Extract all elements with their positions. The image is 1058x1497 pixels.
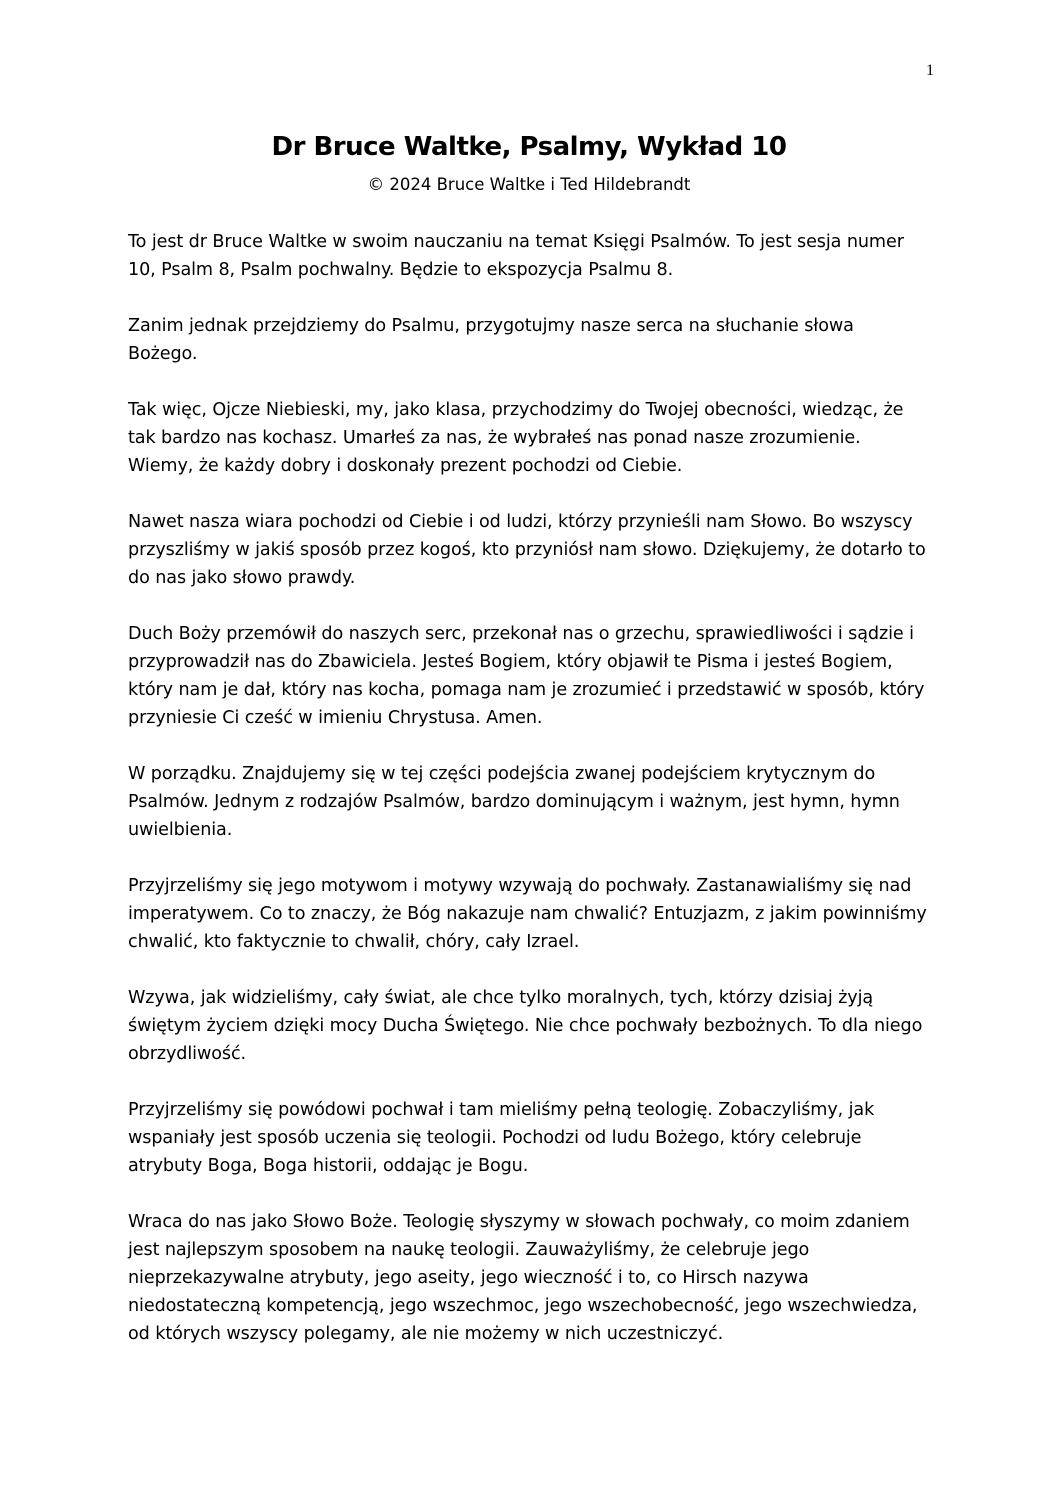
- paragraph: Tak więc, Ojcze Niebieski, my, jako klasa, przychodzimy do Twojej obecności, wiedząc, że tak bardzo nas kochasz. Umarłeś za nas, że wybrałeś nas ponad nasze zrozumienie. Wiemy, że każdy dobry i doskonały prezent pochodzi od Ciebie.: [128, 400, 904, 476]
- paragraph: Wzywa, jak widzieliśmy, cały świat, ale chce tylko moralnych, tych, którzy dzisiaj żyją świętym życiem dzięki mocy Ducha Świętego. Nie chce pochwały bezbożnych. To dla niego obrzydliwość.: [128, 988, 923, 1064]
- document-body: [128, 228, 928, 1376]
- paragraph: Przyjrzeliśmy się powódowi pochwał i tam mieliśmy pełną teologię. Zobaczyliśmy, jak wspaniały jest sposób uczenia się teologii. Pochodzi od ludu Bożego, który celebruje atrybuty Boga, Boga historii, oddając je Bogu.: [128, 1100, 875, 1176]
- paragraph: To jest dr Bruce Waltke w swoim nauczaniu na temat Księgi Psalmów. To jest sesja numer 10, Psalm 8, Psalm pochwalny. Będzie to ekspozycja Psalmu 8.: [128, 232, 904, 280]
- paragraph: Nawet nasza wiara pochodzi od Ciebie i od ludzi, którzy przynieśli nam Słowo. Bo wszyscy przyszliśmy w jakiś sposób przez kogoś, kto przyniósł nam słowo. Dziękujemy, że dotarło to do nas jako słowo prawdy.: [128, 512, 926, 588]
- paragraph: W porządku. Znajdujemy się w tej części podejścia zwanej podejściem krytycznym do Psalmów. Jednym z rodzajów Psalmów, bardzo dominującym i ważnym, jest hymn, hymn uwielbienia.: [128, 764, 900, 840]
- paragraph: Zanim jednak przejdziemy do Psalmu, przygotujmy nasze serca na słuchanie słowa Bożego.: [128, 316, 854, 364]
- page-number: 1: [926, 62, 934, 79]
- page-title: Dr Bruce Waltke, Psalmy, Wykład 10: [271, 132, 787, 162]
- paragraph: Duch Boży przemówił do naszych serc, przekonał nas o grzechu, sprawiedliwości i sądzie i przyprowadził nas do Zbawiciela. Jesteś Bogiem, który objawił te Pisma i jesteś Bogiem, który nam je dał, który nas kocha, pomaga nam je zrozumieć i przedstawić w sposób, który przyniesie Ci cześć w imieniu Chrystusa. Amen.: [128, 624, 925, 728]
- paragraph: Przyjrzeliśmy się jego motywom i motywy wzywają do pochwały. Zastanawialiśmy się nad imperatywem. Co to znaczy, że Bóg nakazuje nam chwalić? Entuzjazm, z jakim powinniśmy chwalić, kto faktycznie to chwalił, chóry, cały Izrael.: [128, 876, 927, 952]
- paragraph: Wraca do nas jako Słowo Boże. Teologię słyszymy w słowach pochwały, co moim zdaniem jest najlepszym sposobem na naukę teologii. Zauważyliśmy, że celebruje jego nieprzekazywalne atrybuty, jego aseity, jego wieczność i to, co Hirsch nazywa niedostateczną kompetencją, jego wszechmoc, jego wszechobecność, jego wszechwiedza, od których wszyscy polegamy, ale nie możemy w nich uczestniczyć.: [128, 1212, 918, 1344]
- copyright-line: © 2024 Bruce Waltke i Ted Hildebrandt: [367, 175, 691, 194]
